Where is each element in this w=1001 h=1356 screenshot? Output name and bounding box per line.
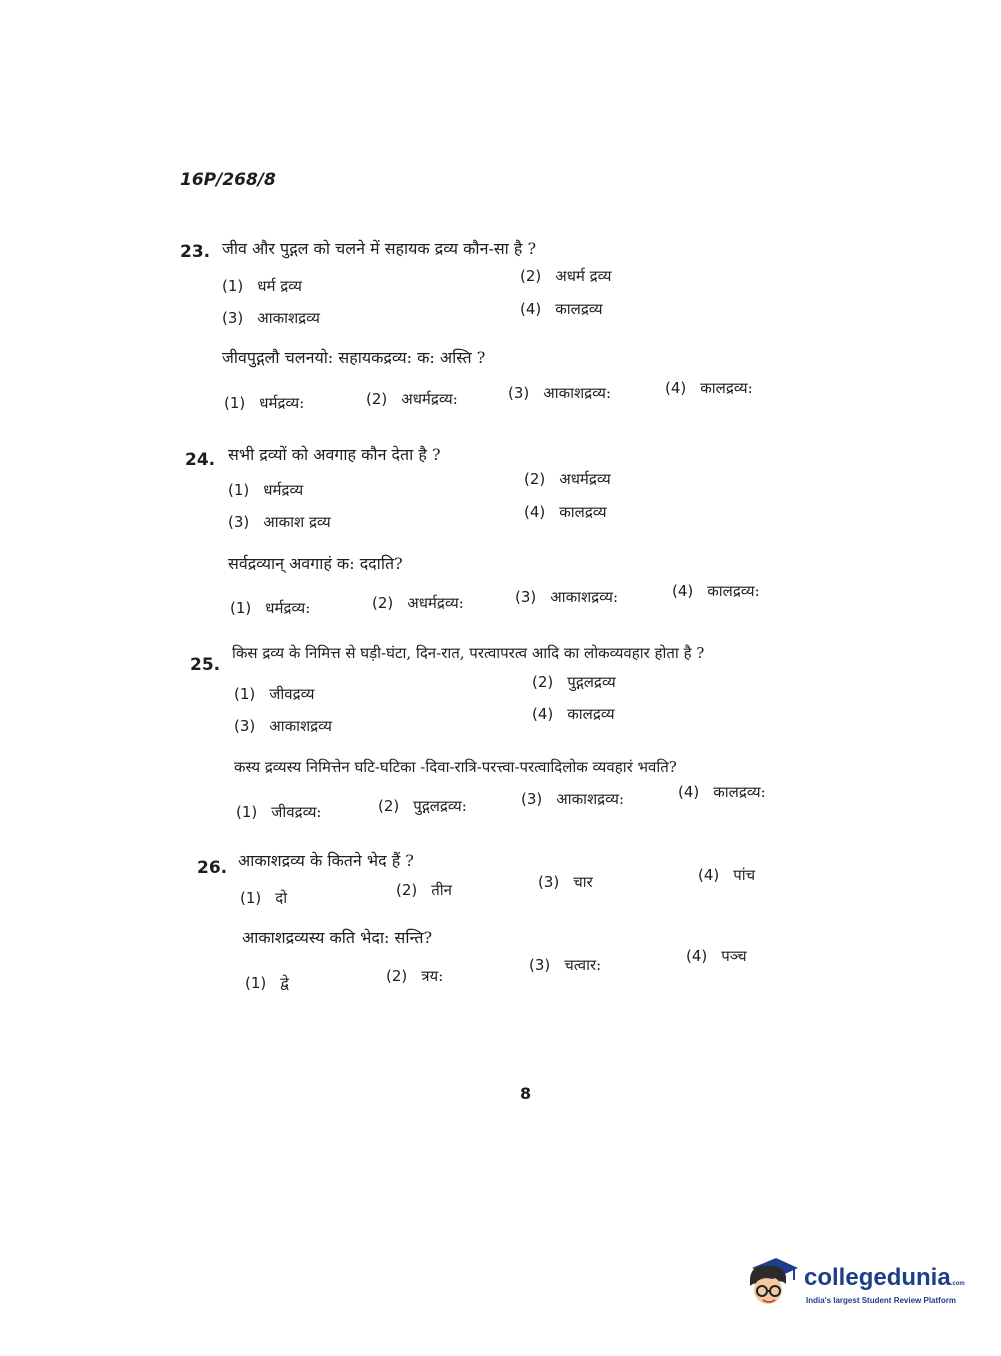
- sanskrit-option-1: (1) धर्मद्रव्य:: [224, 394, 305, 412]
- sanskrit-option-3: (3) आकाशद्रव्य:: [515, 588, 619, 606]
- sanskrit-option-2: (2) अधर्मद्रव्य:: [366, 390, 458, 408]
- brand-tagline: India's largest Student Review Platform: [806, 1296, 956, 1305]
- option-4: (4) कालद्रव्य: [532, 705, 615, 723]
- question-number: 25.: [190, 655, 221, 675]
- sanskrit-option-4: (4) कालद्रव्य:: [665, 379, 753, 397]
- question-number: 26.: [197, 858, 228, 878]
- sanskrit-option-4: (4) पञ्च: [686, 947, 747, 965]
- page-number: 8: [520, 1084, 532, 1103]
- option-2: (2) तीन: [396, 881, 453, 899]
- brand-name: collegedunia.com: [804, 1264, 965, 1291]
- sanskrit-option-1: (1) धर्मद्रव्य:: [230, 599, 311, 617]
- option-3: (3) आकाशद्रव्य: [222, 309, 320, 327]
- mascot-icon: [742, 1254, 800, 1312]
- sanskrit-option-2: (2) त्रय:: [386, 967, 444, 985]
- question-text-hindi: आकाशद्रव्य के कितने भेद हैं ?: [238, 851, 414, 870]
- option-2: (2) पुद्गलद्रव्य: [532, 673, 616, 691]
- question-text-hindi: किस द्रव्य के निमित्त से घड़ी-घंटा, दिन-रात, परत्वापरत्व आदि का लोकव्यवहार होता है ?: [232, 644, 705, 662]
- sanskrit-option-4: (4) कालद्रव्य:: [678, 783, 766, 801]
- question-text-sanskrit: कस्य द्रव्यस्य निमित्तेन घटि-घटिका -दिवा-रात्रि-परत्त्वा-परत्वादिलोक व्यवहारं भवति?: [234, 758, 677, 776]
- paper-code: 16P/268/8: [180, 170, 276, 190]
- question-text-hindi: सभी द्रव्यों को अवगाह कौन देता है ?: [228, 445, 441, 464]
- sanskrit-option-1: (1) जीवद्रव्य:: [236, 803, 322, 821]
- sanskrit-option-4: (4) कालद्रव्य:: [672, 582, 760, 600]
- option-1: (1) जीवद्रव्य: [234, 685, 315, 703]
- option-2: (2) अधर्म द्रव्य: [520, 267, 612, 285]
- option-4: (4) पांच: [698, 866, 756, 884]
- question-text-hindi: जीव और पुद्गल को चलने में सहायक द्रव्य कौन-सा है ?: [222, 239, 537, 258]
- option-1: (1) दो: [240, 889, 288, 907]
- question-text-sanskrit: आकाशद्रव्यस्य कति भेदा: सन्ति?: [242, 928, 433, 947]
- option-1: (1) धर्म द्रव्य: [222, 277, 303, 295]
- sanskrit-option-2: (2) पुद्गलद्रव्य:: [378, 797, 467, 815]
- question-number: 23.: [180, 242, 211, 262]
- question-text-sanskrit: जीवपुद्गलौ चलनयो: सहायकद्रव्य: क: अस्ति ?: [222, 348, 486, 367]
- sanskrit-option-3: (3) आकाशद्रव्य:: [508, 384, 612, 402]
- question-text-sanskrit: सर्वद्रव्यान् अवगाहं क: ददाति?: [228, 554, 403, 573]
- option-1: (1) धर्मद्रव्य: [228, 481, 304, 499]
- sanskrit-option-1: (1) द्वे: [245, 974, 289, 992]
- option-4: (4) कालद्रव्य: [520, 300, 603, 318]
- option-3: (3) आकाशद्रव्य: [234, 717, 332, 735]
- sanskrit-option-3: (3) आकाशद्रव्य:: [521, 790, 625, 808]
- collegedunia-watermark: [742, 1252, 974, 1316]
- option-2: (2) अधर्मद्रव्य: [524, 470, 611, 488]
- sanskrit-option-3: (3) चत्वार:: [529, 956, 602, 974]
- option-3: (3) चार: [538, 873, 593, 891]
- question-number: 24.: [185, 450, 216, 470]
- option-4: (4) कालद्रव्य: [524, 503, 607, 521]
- sanskrit-option-2: (2) अधर्मद्रव्य:: [372, 594, 464, 612]
- option-3: (3) आकाश द्रव्य: [228, 513, 331, 531]
